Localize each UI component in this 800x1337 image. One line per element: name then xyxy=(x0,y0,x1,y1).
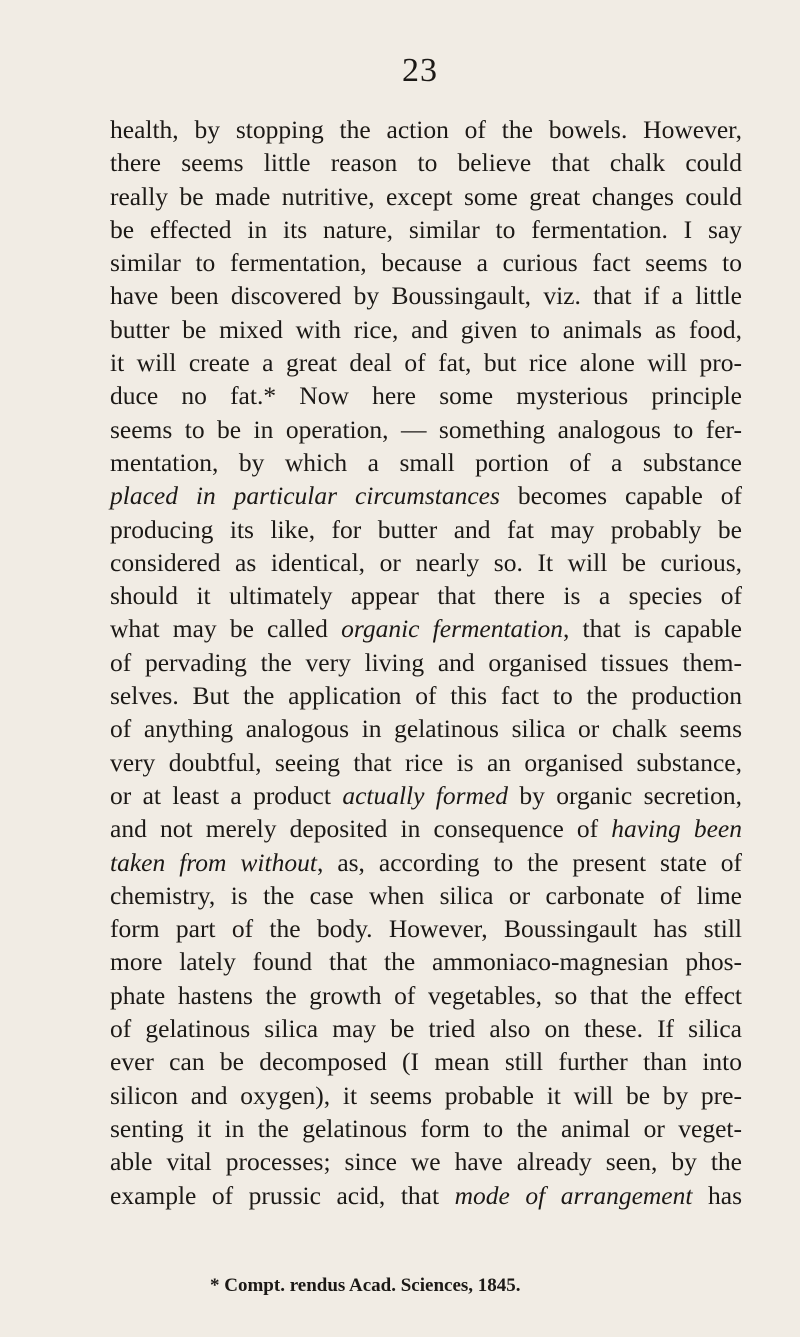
text-line xyxy=(110,812,742,845)
text-line xyxy=(110,979,742,1012)
text-segment: seems to be in operation, — something analogous to fer- xyxy=(110,414,742,444)
text-line xyxy=(110,1045,742,1078)
text-line xyxy=(110,1145,742,1178)
text-segment: producing its like, for butter and fat may probably be xyxy=(110,514,742,544)
text-segment: , as, according to the present state of xyxy=(316,847,742,877)
text-segment: form part of the body. However, Boussingault has still xyxy=(110,914,742,944)
text-segment: of gelatinous silica may be tried also on these. If silica xyxy=(110,1014,742,1044)
text-segment: example of prussic acid, that xyxy=(110,1180,455,1210)
italic-text: actually formed xyxy=(342,780,509,810)
text-line xyxy=(110,346,742,379)
text-segment: more lately found that the ammoniaco-magnesian phos- xyxy=(110,947,742,977)
italic-text: placed in particular circumstances xyxy=(110,481,500,511)
text-segment: phate hastens the growth of vegetables, so that the effect xyxy=(110,980,742,1010)
text-line xyxy=(110,379,742,412)
text-segment: silicon and oxygen), it seems probable it will be by pre- xyxy=(110,1080,742,1110)
text-segment: senting it in the gelatinous form to the animal or veget- xyxy=(110,1113,742,1143)
text-segment: chemistry, is the case when silica or carbonate of lime xyxy=(110,880,742,910)
text-line xyxy=(110,446,742,479)
text-line xyxy=(110,213,742,246)
text-segment: has xyxy=(692,1180,742,1210)
italic-text: organic fermentation xyxy=(341,614,563,644)
text-line xyxy=(110,1079,742,1112)
text-line xyxy=(110,612,742,645)
text-segment: butter be mixed with rice, and given to animals as food, xyxy=(110,314,742,344)
text-line xyxy=(110,679,742,712)
italic-text: having been xyxy=(611,814,742,844)
text-segment: very doubtful, seeing that rice is an organised substance, xyxy=(110,747,742,777)
text-segment: , that is capable xyxy=(562,614,742,644)
text-segment: it will create a great deal of fat, but rice alone will pro- xyxy=(110,348,742,378)
text-segment: be effected in its nature, similar to fermentation. I say xyxy=(110,214,742,244)
text-segment: and not merely deposited in consequence of xyxy=(110,814,612,844)
text-line xyxy=(110,846,742,879)
text-line xyxy=(110,413,742,446)
text-line xyxy=(110,246,742,279)
text-line xyxy=(110,646,742,679)
text-line xyxy=(110,1179,742,1212)
text-line xyxy=(110,313,742,346)
text-segment: really be made nutritive, except some great changes could xyxy=(110,181,742,211)
text-line xyxy=(110,779,742,812)
text-segment: becomes capable of xyxy=(499,481,742,511)
text-segment: considered as identical, or nearly so. It will be curious, xyxy=(110,547,742,577)
text-line xyxy=(110,1112,742,1145)
italic-text: taken from without xyxy=(110,847,317,877)
text-segment: ever can be decomposed (I mean still further than into xyxy=(110,1047,742,1077)
text-segment: or at least a product xyxy=(110,780,343,810)
text-line xyxy=(110,746,742,779)
text-line xyxy=(110,180,742,213)
text-line xyxy=(110,546,742,579)
body-paragraph xyxy=(110,113,742,1212)
text-segment: of anything analogous in gelatinous silica or chalk seems xyxy=(110,714,742,744)
text-line xyxy=(110,912,742,945)
text-segment: have been discovered by Boussingault, viz. that if a little xyxy=(110,281,742,311)
text-segment: health, by stopping the action of the bowels. However, xyxy=(110,115,742,144)
text-segment: selves. But the application of this fact to the production xyxy=(110,681,742,711)
text-line xyxy=(110,712,742,745)
text-segment: similar to fermentation, because a curious fact seems to xyxy=(110,248,742,278)
text-line xyxy=(110,945,742,978)
text-segment: there seems little reason to believe that chalk could xyxy=(110,148,742,178)
text-line xyxy=(110,113,742,146)
text-segment: should it ultimately appear that there is a species of xyxy=(110,581,742,611)
text-line xyxy=(110,879,742,912)
text-segment: mentation, by which a small portion of a substance xyxy=(110,447,742,477)
page-number: 23 xyxy=(402,52,438,89)
text-segment: able vital processes; since we have already seen, by the xyxy=(110,1147,742,1177)
footnote: * Compt. rendus Acad. Sciences, 1845. xyxy=(210,1275,521,1296)
text-segment: of pervading the very living and organised tissues them- xyxy=(110,647,742,677)
text-line xyxy=(110,146,742,179)
text-line xyxy=(110,579,742,612)
text-segment: what may be called xyxy=(110,614,342,644)
text-line xyxy=(110,1012,742,1045)
text-segment: by organic secretion, xyxy=(508,780,742,810)
text-line xyxy=(110,279,742,312)
text-line xyxy=(110,513,742,546)
text-line xyxy=(110,479,742,512)
text-segment: duce no fat.* Now here some mysterious principle xyxy=(110,381,742,411)
italic-text: mode of arrangement xyxy=(454,1180,693,1210)
